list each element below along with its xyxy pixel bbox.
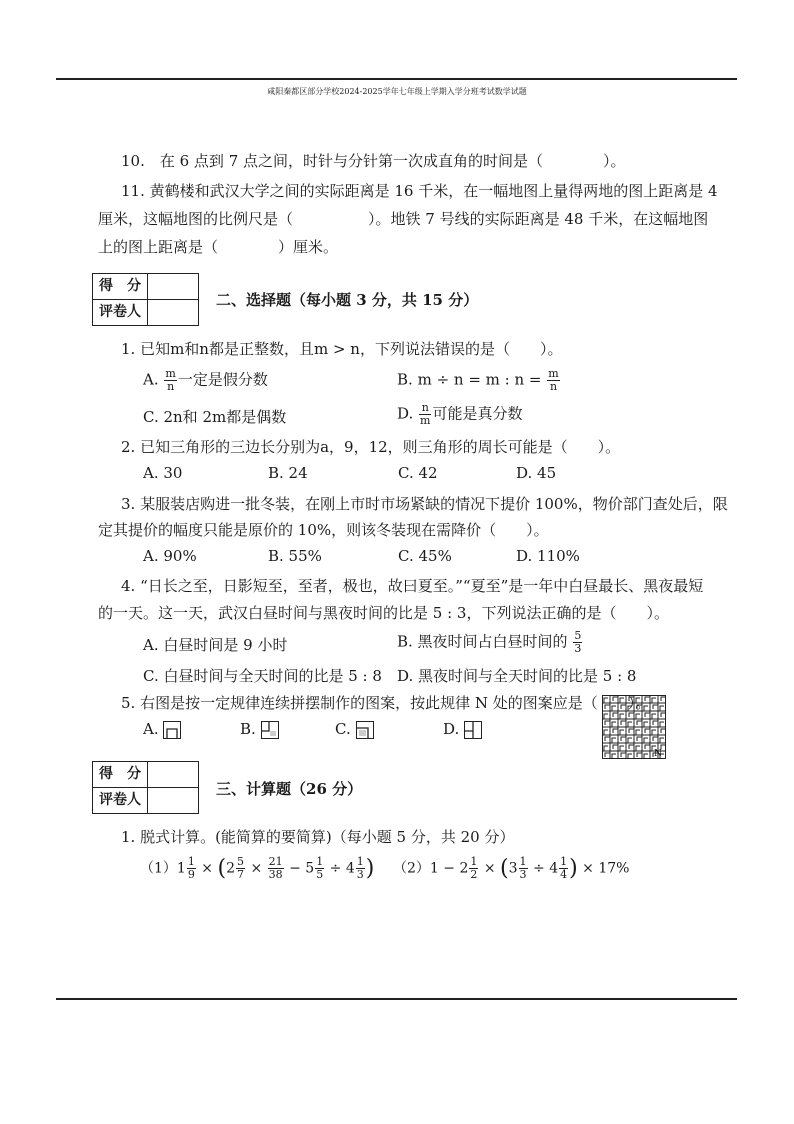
grid-stroke (612, 738, 616, 743)
grid-stroke (637, 737, 642, 741)
grid-stroke (621, 705, 626, 709)
s2-q2-option-d: D. 45 (516, 464, 557, 482)
s2-q4-line1: 4. “日长之至，日影短至，至者，极也，故曰夏至。”“夏至”是一年中白昼最长、黑夜最短 (121, 577, 704, 595)
grid-stroke (613, 713, 618, 717)
question-11-line1: 11. 黄鹤楼和武汉大学之间的实际距离是 16 千米，在一幅地图上量得两地的图上距离是 4 (121, 182, 718, 200)
grid-stroke (652, 714, 656, 719)
grid-stroke (653, 721, 658, 725)
grid-stroke (605, 737, 610, 741)
grid-stroke (620, 730, 624, 735)
grid-stroke (645, 697, 650, 701)
grid-stroke (612, 706, 616, 711)
grid-stroke (629, 713, 634, 717)
grid-stroke (621, 737, 626, 741)
score-box-section3 (92, 761, 199, 814)
grid-stroke (629, 729, 634, 733)
s3-expression-2: （2）1 − 2 $\frac{1}{2}$ × (3 $\frac{1}{3}$ ÷ 4 $\frac{1}{4}$ ) × 17% (393, 855, 630, 881)
grid-stroke (660, 738, 664, 743)
option-c-pattern-icon (356, 721, 374, 739)
s2-q3-option-a: A. 90% (143, 547, 197, 565)
grid-stroke (620, 698, 624, 703)
bottom-rule (56, 998, 737, 1000)
grid-stroke (621, 721, 626, 725)
s2-q2-option-b: B. 24 (268, 464, 308, 482)
grid-stroke (613, 697, 618, 701)
grid-stroke (605, 721, 610, 725)
score-cell[interactable] (148, 762, 198, 787)
score-cell[interactable] (148, 274, 198, 299)
grid-stroke (629, 745, 634, 749)
grader-label: 评卷人 (93, 300, 148, 325)
score-label: 得 分 (93, 274, 148, 299)
s2-q4-option-a: A. 白昼时间是 9 小时 (143, 636, 288, 654)
grid-stroke (605, 753, 610, 757)
s2-q1-option-a: A. $\frac{m}{n}$ 一定是假分数 (143, 367, 268, 393)
question-11-line2: 厘米，这幅地图的比例尺是（ ）。地铁 7 号线的实际距离是 48 千米，在这幅地图 (98, 210, 709, 228)
grid-stroke (620, 714, 624, 719)
s2-q3-line1: 3. 某服装店购进一批冬装，在刚上市时市场紧缺的情况下提价 100%，物价部门查处后，限 (121, 495, 728, 513)
s2-q1-option-b: B. m ÷ n = m : n = $\frac{m}{n}$ (397, 367, 559, 393)
grid-stroke (637, 753, 642, 757)
score-box-section2 (92, 273, 199, 326)
section3-title: 三、计算题（26 分） (216, 780, 363, 798)
grader-label: 评卷人 (93, 788, 148, 813)
grid-stroke (628, 706, 632, 711)
grid-stroke (636, 746, 640, 751)
s2-q2-stem: 2. 已知三角形的三边长分别为a，9，12，则三角形的周长可能是（ ）。 (121, 438, 621, 456)
s2-q4-option-c: C. 白昼时间与全天时间的比是 5 : 8 (143, 667, 382, 685)
grid-stroke (660, 706, 664, 711)
question-10: 10. 在 6 点到 7 点之间，时针与分针第一次成直角的时间是（ ）。 (121, 152, 626, 170)
s2-q2-option-a: A. 30 (143, 464, 183, 482)
grader-cell[interactable] (148, 300, 198, 325)
s2-q5-option-a: A. (143, 720, 181, 739)
s2-q5-stem: 5. 右图是按一定规律连续拼摆制作的图案，按此规律 N 处的图案应是（ ）。 (121, 694, 651, 712)
grid-n-label: N (654, 749, 662, 759)
grid-stroke (604, 746, 608, 751)
grid-stroke (645, 745, 650, 749)
s2-q1-option-d: D. $\frac{n}{m}$ 可能是真分数 (397, 401, 523, 427)
grid-stroke (613, 745, 618, 749)
question-11-line3: 上的图上距离是（ ）厘米。 (98, 238, 339, 256)
pattern-grid-figure (602, 695, 666, 759)
grid-stroke (652, 730, 656, 735)
option-d-pattern-icon (464, 721, 482, 739)
s2-q3-option-d: D. 110% (516, 547, 580, 565)
grid-stroke (628, 738, 632, 743)
grid-stroke (636, 698, 640, 703)
grid-stroke (636, 714, 640, 719)
option-b-pattern-icon (261, 721, 279, 739)
grid-stroke (644, 738, 648, 743)
grid-stroke (660, 722, 664, 727)
grid-stroke (620, 746, 624, 751)
grid-stroke (653, 737, 658, 741)
grid-stroke (652, 698, 656, 703)
grader-cell[interactable] (148, 788, 198, 813)
s2-q4-line2: 的一天。这一天，武汉白昼时间与黑夜时间的比是 5 : 3，下列说法正确的是（ ）。 (98, 604, 669, 622)
grid-stroke (637, 705, 642, 709)
section2-title: 二、选择题（每小题 3 分，共 15 分） (216, 291, 479, 309)
grid-stroke (653, 705, 658, 709)
s2-q1-option-c: C. 2n和 2m都是偶数 (143, 408, 287, 426)
grid-stroke (621, 753, 626, 757)
top-rule (56, 78, 737, 80)
s3-expression-1: （1）1 $\frac{1}{9}$ × (2 $\frac{5}{7}$ × $\frac{21}{38}$ − 5 $\frac{1}{5}$ ÷ 4 $\frac{1}{3}$ ) (140, 855, 375, 881)
s2-q3-option-c: C. 45% (398, 547, 452, 565)
option-a-pattern-icon (163, 721, 181, 739)
grid-stroke (628, 722, 632, 727)
grid-stroke (637, 721, 642, 725)
grid-stroke (604, 714, 608, 719)
grid-stroke (605, 705, 610, 709)
grid-stroke (636, 730, 640, 735)
s2-q3-option-b: B. 55% (268, 547, 322, 565)
s2-q4-option-d: D. 黑夜时间与全天时间的比是 5 : 8 (397, 667, 637, 685)
grid-stroke (629, 697, 634, 701)
s2-q1-stem: 1. 已知m和n都是正整数，且m > n，下列说法错误的是（ ）。 (121, 340, 563, 358)
grid-stroke (604, 698, 608, 703)
s2-q5-option-d: D. (443, 720, 482, 739)
grid-stroke (645, 729, 650, 733)
s2-q3-line2: 定其提价的幅度只能是原价的 10%，则该冬装现在需降价（ ）。 (98, 521, 549, 539)
s2-q2-option-c: C. 42 (398, 464, 438, 482)
page-header-title: 咸阳秦都区部分学校2024-2025学年七年级上学期入学分班考试数学试题 (267, 87, 527, 96)
grid-stroke (644, 706, 648, 711)
grid-stroke (612, 722, 616, 727)
grid-stroke (644, 722, 648, 727)
score-label: 得 分 (93, 762, 148, 787)
s2-q4-option-b: B. 黑夜时间占白昼时间的 $\frac{5}{3}$ (397, 629, 582, 655)
s3-q1-stem: 1. 脱式计算。(能简算的要简算)（每小题 5 分，共 20 分） (121, 828, 515, 846)
grid-stroke (604, 730, 608, 735)
grid-stroke (645, 713, 650, 717)
grid-stroke (613, 729, 618, 733)
s2-q5-option-c: C. (335, 720, 374, 739)
s2-q5-option-b: B. (240, 720, 279, 739)
